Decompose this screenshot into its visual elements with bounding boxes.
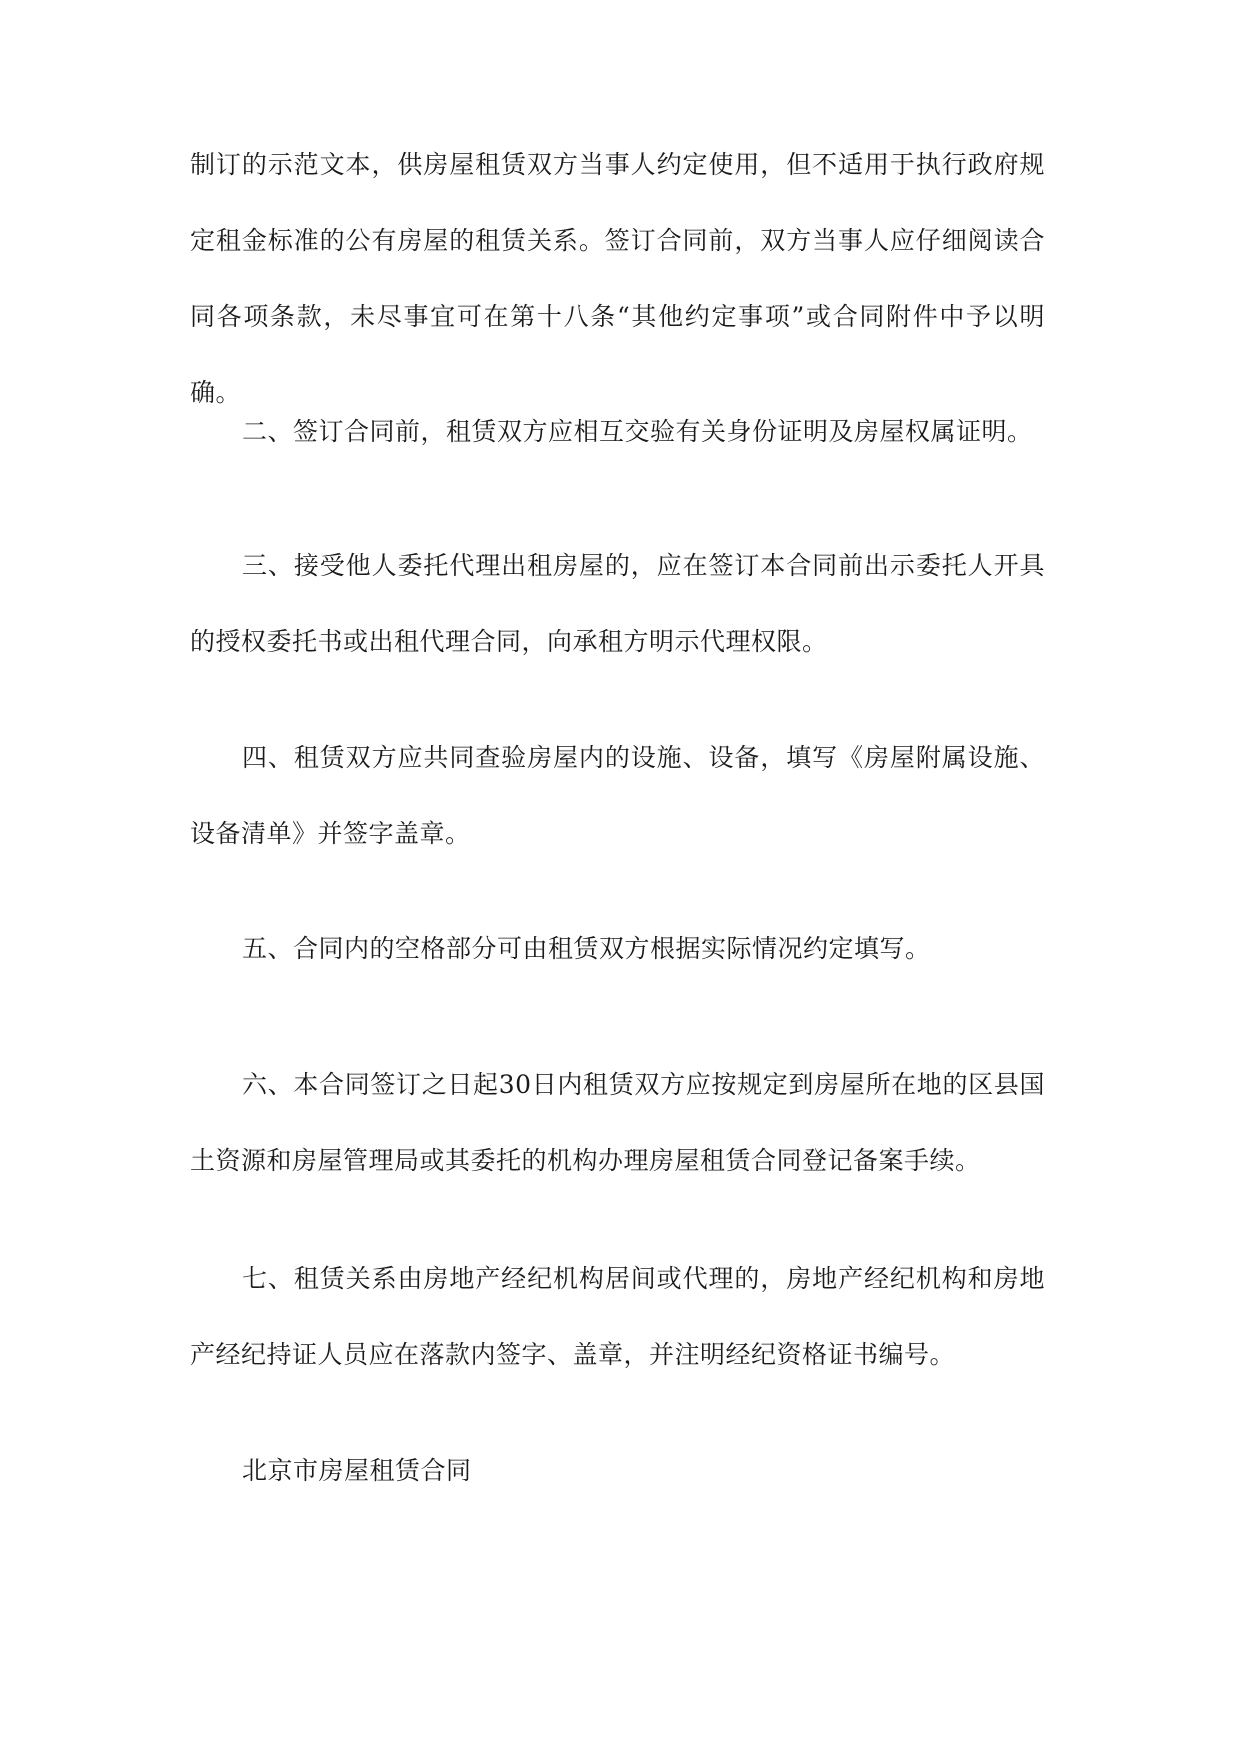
contract-title: 北京市房屋租赁合同 xyxy=(242,1456,472,1485)
paragraph-intro: 制订的示范文本，供房屋租赁双方当事人约定使用，但不适用于执行政府规定租金标准的公有房屋的租赁关系。签订合同前，双方当事人应仔细阅读合同各项条款，未尽事宜可在第十八条“其他约定事项”或合同附件中予以明确。 xyxy=(190,150,1045,407)
paragraph-item-4: 四、租赁双方应共同查验房屋内的设施、设备，填写《房屋附属设施、设备清单》并签字盖章。 xyxy=(190,743,1045,848)
paragraph-item-2: 二、签订合同前，租赁双方应相互交验有关身份证明及房屋权属证明。 xyxy=(242,417,1033,446)
paragraph-item-7: 七、租赁关系由房地产经纪机构居间或代理的，房地产经纪机构和房地产经纪持证人员应在落款内签字、盖章，并注明经纪资格证书编号。 xyxy=(190,1264,1045,1369)
paragraph-item-6: 六、本合同签订之日起30日内租赁双方应按规定到房屋所在地的区县国土资源和房屋管理局或其委托的机构办理房屋租赁合同登记备案手续。 xyxy=(190,1070,1045,1175)
paragraph-item-3: 三、接受他人委托代理出租房屋的，应在签订本合同前出示委托人开具的授权委托书或出租代理合同，向承租方明示代理权限。 xyxy=(190,551,1045,656)
paragraph-item-5: 五、合同内的空格部分可由租赁双方根据实际情况约定填写。 xyxy=(242,934,931,963)
